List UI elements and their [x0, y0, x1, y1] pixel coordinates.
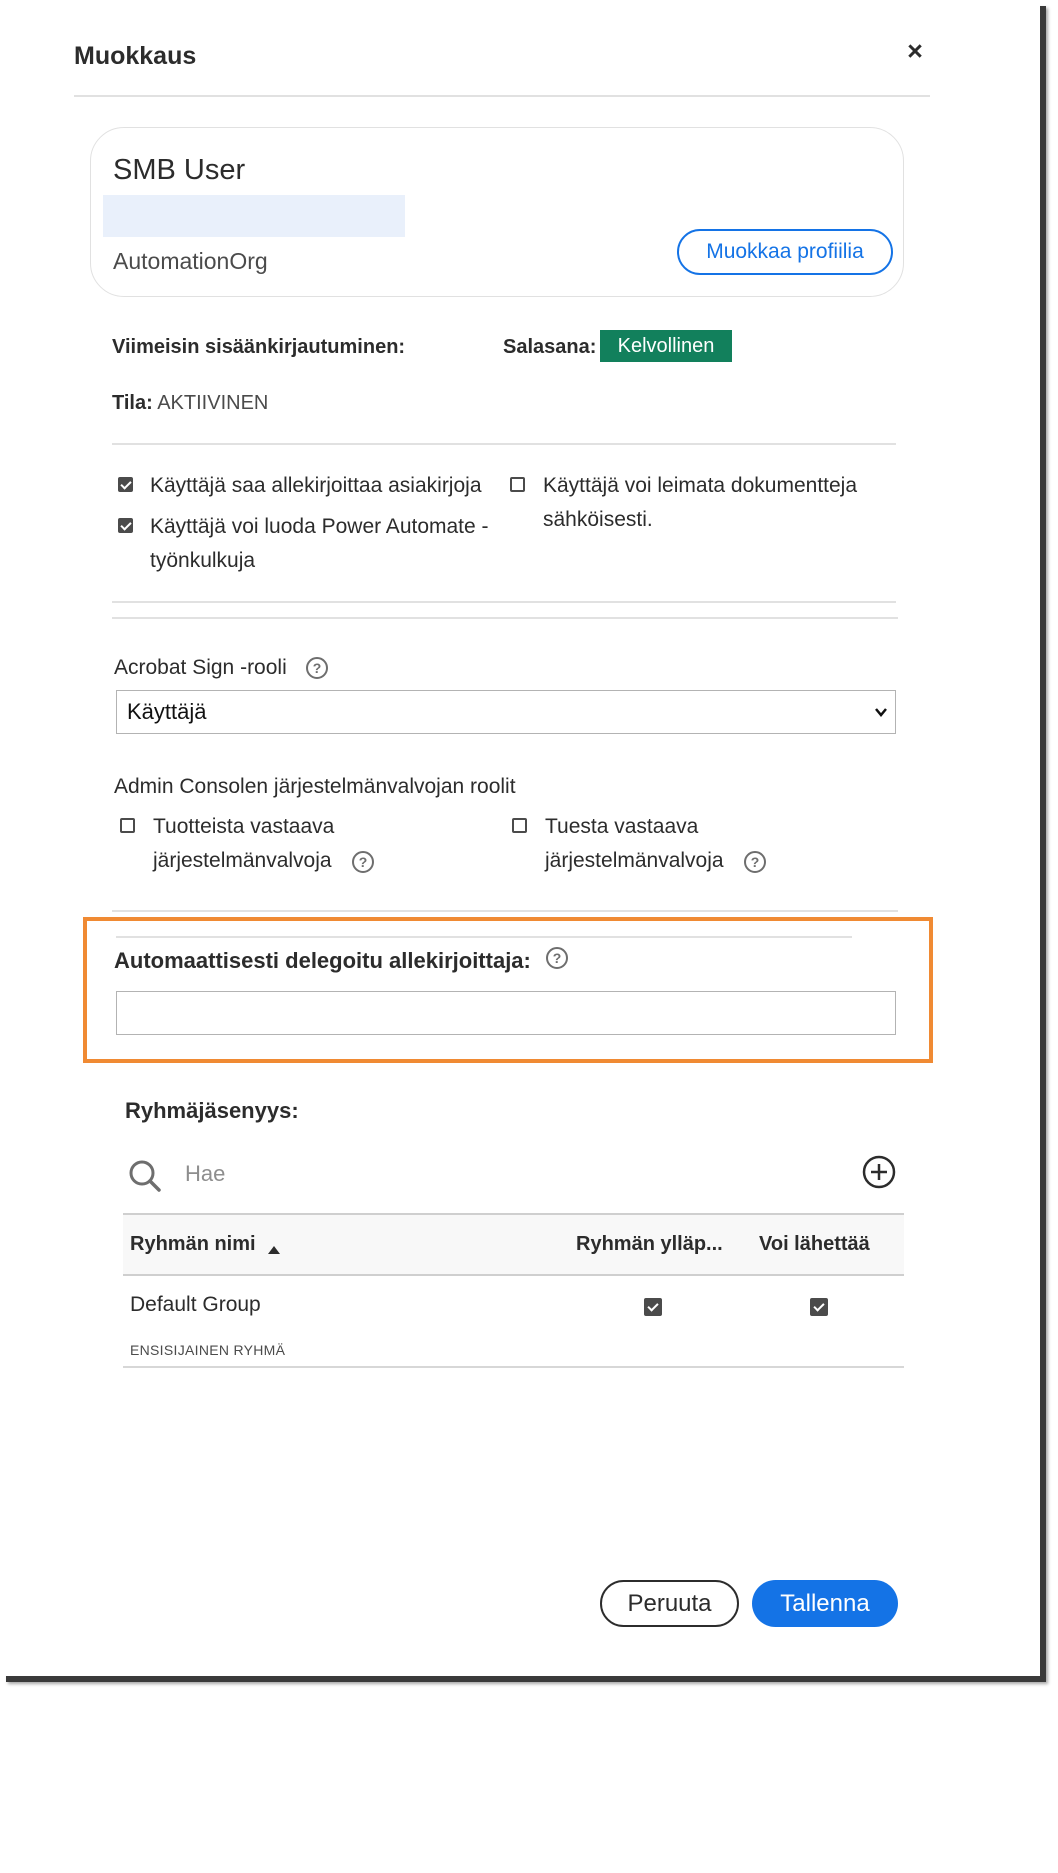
- can-sign-checkbox[interactable]: [118, 477, 133, 492]
- power-automate-label-line1: Käyttäjä voi luoda Power Automate -: [150, 515, 489, 538]
- save-button[interactable]: Tallenna: [752, 1580, 898, 1627]
- product-admin-label-line2: järjestelmänvalvoja: [153, 849, 332, 872]
- delegate-divider: [116, 936, 852, 938]
- product-admin-help-icon[interactable]: ?: [352, 851, 374, 873]
- delegate-highlight-frame: [83, 917, 933, 1063]
- can-send-checkbox[interactable]: [810, 1298, 828, 1316]
- groups-title: Ryhmäjäsenyys:: [125, 1098, 299, 1123]
- power-automate-label-line2: työnkulkuja: [150, 549, 256, 572]
- last-login-label: Viimeisin sisäänkirjautuminen:: [112, 336, 406, 358]
- edit-profile-button[interactable]: Muokkaa profiilia: [677, 229, 893, 275]
- table-row-border: [123, 1366, 904, 1368]
- power-automate-checkbox[interactable]: [118, 518, 133, 533]
- column-can-send[interactable]: Voi lähettää: [759, 1233, 870, 1255]
- product-admin-label-line1: Tuotteista vastaava: [153, 815, 335, 838]
- admin-roles-divider: [112, 910, 898, 912]
- delegate-input[interactable]: [116, 991, 896, 1035]
- password-label: Salasana:: [503, 336, 597, 358]
- can-stamp-checkbox[interactable]: [510, 477, 525, 492]
- status-divider: [112, 443, 896, 445]
- add-group-icon[interactable]: [862, 1155, 896, 1189]
- primary-group-tag: ENSISIJAINEN RYHMÄ: [130, 1342, 286, 1358]
- organization-name: AutomationOrg: [113, 248, 268, 274]
- delegate-help-icon[interactable]: ?: [546, 947, 568, 969]
- group-admin-checkbox[interactable]: [644, 1298, 662, 1316]
- role-select[interactable]: Käyttäjä: [116, 690, 896, 734]
- column-group-admin[interactable]: Ryhmän ylläp...: [576, 1233, 723, 1255]
- table-top-border: [123, 1213, 904, 1215]
- delegate-label: Automaattisesti delegoitu allekirjoittaja:: [114, 948, 531, 973]
- permissions-divider: [112, 601, 896, 603]
- search-icon[interactable]: [128, 1159, 162, 1193]
- can-stamp-label-line2: sähköisesti.: [543, 508, 653, 531]
- state-label: Tila:: [112, 392, 153, 414]
- support-admin-label-line1: Tuesta vastaava: [545, 815, 699, 838]
- dialog-title: Muokkaus: [74, 42, 197, 70]
- user-name: SMB User: [113, 154, 246, 186]
- can-stamp-label-line1: Käyttäjä voi leimata dokumentteja: [543, 474, 858, 497]
- title-divider: [74, 95, 930, 97]
- support-admin-checkbox[interactable]: [512, 818, 527, 833]
- sort-ascending-icon[interactable]: [268, 1246, 280, 1254]
- close-icon[interactable]: ×: [907, 36, 923, 66]
- product-admin-label: [153, 810, 334, 878]
- column-group-name[interactable]: Ryhmän nimi: [130, 1233, 256, 1255]
- account-state: [112, 392, 268, 415]
- email-redacted: [103, 195, 405, 237]
- product-admin-checkbox[interactable]: [120, 818, 135, 833]
- support-admin-help-icon[interactable]: ?: [744, 851, 766, 873]
- password-status-badge: Kelvollinen: [600, 330, 732, 362]
- state-value: AKTIIVINEN: [157, 392, 269, 414]
- role-label: Acrobat Sign -rooli: [114, 656, 287, 679]
- role-help-icon[interactable]: ?: [306, 657, 328, 679]
- chevron-down-icon[interactable]: [874, 705, 888, 719]
- group-search-input[interactable]: Hae: [185, 1161, 226, 1186]
- can-sign-label: Käyttäjä saa allekirjoittaa asiakirjoja: [150, 474, 482, 497]
- support-admin-label-line2: järjestelmänvalvoja: [545, 849, 724, 872]
- cancel-button[interactable]: Peruuta: [600, 1580, 739, 1627]
- permissions-divider-2: [112, 617, 898, 619]
- support-admin-label: [545, 810, 724, 878]
- admin-roles-label: Admin Consolen järjestelmänvalvojan roolit: [114, 775, 516, 798]
- power-automate-label: [150, 510, 489, 578]
- can-stamp-label: [543, 469, 857, 537]
- group-name: Default Group: [130, 1293, 261, 1316]
